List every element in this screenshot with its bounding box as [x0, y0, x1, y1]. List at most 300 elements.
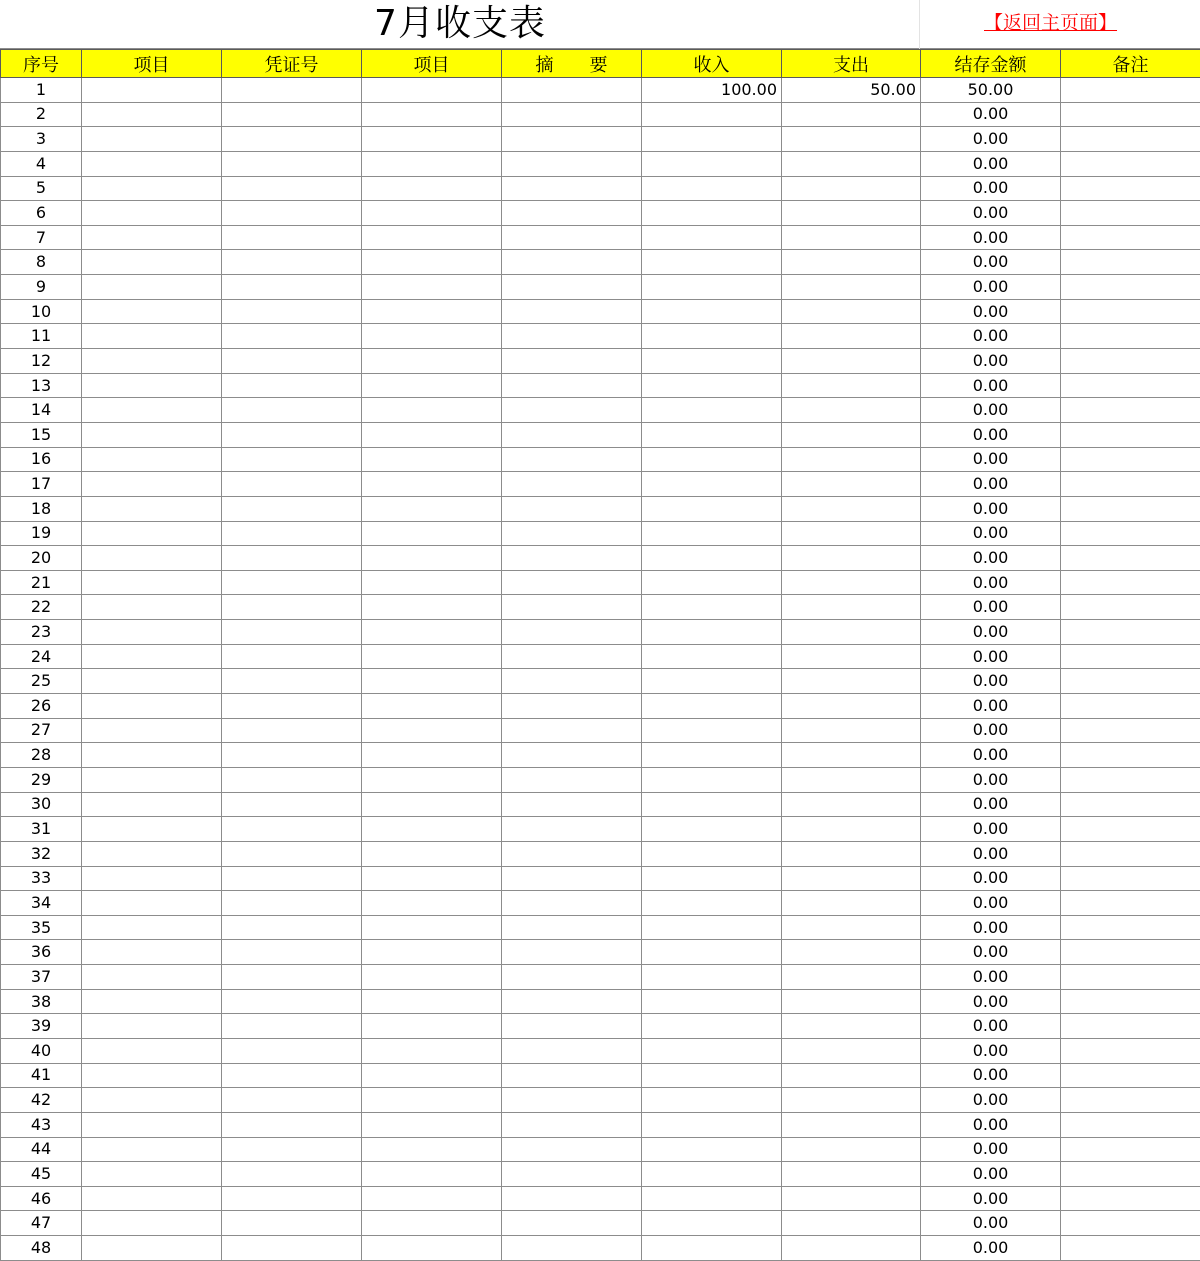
cell-remark[interactable]: [1061, 1211, 1200, 1236]
cell-balance[interactable]: 0.00: [921, 718, 1061, 743]
cell-item-1[interactable]: [82, 422, 222, 447]
cell-summary[interactable]: [502, 176, 642, 201]
cell-summary[interactable]: [502, 546, 642, 571]
cell-balance[interactable]: 0.00: [921, 225, 1061, 250]
cell-item-1[interactable]: [82, 299, 222, 324]
cell-balance[interactable]: 0.00: [921, 472, 1061, 497]
cell-item-2[interactable]: [362, 1014, 502, 1039]
cell-item-2[interactable]: [362, 422, 502, 447]
cell-item-1[interactable]: [82, 1112, 222, 1137]
cell-seq[interactable]: 3: [1, 127, 82, 152]
cell-income[interactable]: [642, 201, 782, 226]
cell-seq[interactable]: 6: [1, 201, 82, 226]
cell-item-1[interactable]: [82, 151, 222, 176]
cell-remark[interactable]: [1061, 225, 1200, 250]
cell-seq[interactable]: 47: [1, 1211, 82, 1236]
cell-income[interactable]: [642, 669, 782, 694]
cell-item-1[interactable]: [82, 767, 222, 792]
cell-item-1[interactable]: [82, 201, 222, 226]
cell-item-2[interactable]: [362, 201, 502, 226]
cell-expense[interactable]: [782, 373, 921, 398]
cell-income[interactable]: [642, 349, 782, 374]
cell-remark[interactable]: [1061, 102, 1200, 127]
cell-voucher[interactable]: [222, 422, 362, 447]
cell-income[interactable]: [642, 1038, 782, 1063]
header-seq[interactable]: 序号: [1, 50, 82, 78]
cell-balance[interactable]: 0.00: [921, 891, 1061, 916]
cell-voucher[interactable]: [222, 817, 362, 842]
cell-remark[interactable]: [1061, 866, 1200, 891]
cell-summary[interactable]: [502, 965, 642, 990]
cell-voucher[interactable]: [222, 767, 362, 792]
cell-income[interactable]: [642, 1162, 782, 1187]
cell-income[interactable]: [642, 1186, 782, 1211]
cell-voucher[interactable]: [222, 1236, 362, 1261]
header-remark[interactable]: 备注: [1061, 50, 1200, 78]
cell-voucher[interactable]: [222, 521, 362, 546]
cell-item-2[interactable]: [362, 275, 502, 300]
cell-income[interactable]: [642, 324, 782, 349]
header-income[interactable]: 收入: [642, 50, 782, 78]
cell-item-2[interactable]: [362, 1236, 502, 1261]
cell-balance[interactable]: 0.00: [921, 1088, 1061, 1113]
cell-seq[interactable]: 32: [1, 841, 82, 866]
cell-seq[interactable]: 23: [1, 620, 82, 645]
cell-summary[interactable]: [502, 1063, 642, 1088]
cell-balance[interactable]: 0.00: [921, 669, 1061, 694]
cell-remark[interactable]: [1061, 250, 1200, 275]
cell-seq[interactable]: 4: [1, 151, 82, 176]
cell-remark[interactable]: [1061, 1236, 1200, 1261]
cell-income[interactable]: [642, 1236, 782, 1261]
cell-expense[interactable]: [782, 1162, 921, 1187]
cell-income[interactable]: [642, 718, 782, 743]
cell-item-2[interactable]: [362, 1063, 502, 1088]
cell-seq[interactable]: 22: [1, 595, 82, 620]
cell-expense[interactable]: [782, 1088, 921, 1113]
cell-voucher[interactable]: [222, 398, 362, 423]
cell-summary[interactable]: [502, 841, 642, 866]
cell-remark[interactable]: [1061, 78, 1200, 103]
cell-income[interactable]: [642, 792, 782, 817]
cell-item-1[interactable]: [82, 841, 222, 866]
cell-item-1[interactable]: [82, 1063, 222, 1088]
cell-remark[interactable]: [1061, 595, 1200, 620]
cell-balance[interactable]: 0.00: [921, 1137, 1061, 1162]
cell-summary[interactable]: [502, 891, 642, 916]
cell-balance[interactable]: 0.00: [921, 1186, 1061, 1211]
cell-balance[interactable]: 0.00: [921, 1014, 1061, 1039]
cell-item-1[interactable]: [82, 866, 222, 891]
cell-voucher[interactable]: [222, 1112, 362, 1137]
cell-voucher[interactable]: [222, 1063, 362, 1088]
cell-balance[interactable]: 0.00: [921, 866, 1061, 891]
cell-item-1[interactable]: [82, 546, 222, 571]
cell-item-1[interactable]: [82, 792, 222, 817]
cell-balance[interactable]: 0.00: [921, 151, 1061, 176]
cell-voucher[interactable]: [222, 324, 362, 349]
cell-income[interactable]: [642, 743, 782, 768]
cell-summary[interactable]: [502, 78, 642, 103]
cell-income[interactable]: [642, 299, 782, 324]
cell-remark[interactable]: [1061, 472, 1200, 497]
cell-remark[interactable]: [1061, 398, 1200, 423]
cell-seq[interactable]: 10: [1, 299, 82, 324]
cell-item-1[interactable]: [82, 965, 222, 990]
cell-item-2[interactable]: [362, 1186, 502, 1211]
cell-seq[interactable]: 44: [1, 1137, 82, 1162]
cell-income[interactable]: [642, 496, 782, 521]
cell-voucher[interactable]: [222, 176, 362, 201]
cell-remark[interactable]: [1061, 1162, 1200, 1187]
cell-item-2[interactable]: [362, 127, 502, 152]
cell-voucher[interactable]: [222, 1137, 362, 1162]
cell-income[interactable]: [642, 915, 782, 940]
cell-summary[interactable]: [502, 1186, 642, 1211]
cell-voucher[interactable]: [222, 546, 362, 571]
cell-item-2[interactable]: [362, 546, 502, 571]
cell-voucher[interactable]: [222, 373, 362, 398]
cell-summary[interactable]: [502, 151, 642, 176]
cell-item-2[interactable]: [362, 669, 502, 694]
cell-summary[interactable]: [502, 570, 642, 595]
cell-voucher[interactable]: [222, 965, 362, 990]
cell-expense[interactable]: [782, 324, 921, 349]
cell-summary[interactable]: [502, 275, 642, 300]
cell-expense[interactable]: [782, 1063, 921, 1088]
cell-balance[interactable]: 0.00: [921, 275, 1061, 300]
cell-item-2[interactable]: [362, 398, 502, 423]
cell-remark[interactable]: [1061, 743, 1200, 768]
cell-item-2[interactable]: [362, 866, 502, 891]
cell-item-2[interactable]: [362, 373, 502, 398]
cell-voucher[interactable]: [222, 1088, 362, 1113]
cell-seq[interactable]: 12: [1, 349, 82, 374]
cell-expense[interactable]: [782, 989, 921, 1014]
cell-seq[interactable]: 18: [1, 496, 82, 521]
cell-expense[interactable]: 50.00: [782, 78, 921, 103]
cell-income[interactable]: [642, 965, 782, 990]
cell-remark[interactable]: [1061, 127, 1200, 152]
cell-seq[interactable]: 37: [1, 965, 82, 990]
cell-balance[interactable]: 0.00: [921, 102, 1061, 127]
cell-item-1[interactable]: [82, 496, 222, 521]
cell-balance[interactable]: 0.00: [921, 299, 1061, 324]
cell-summary[interactable]: [502, 1162, 642, 1187]
cell-item-2[interactable]: [362, 915, 502, 940]
cell-item-2[interactable]: [362, 891, 502, 916]
cell-item-1[interactable]: [82, 1211, 222, 1236]
cell-seq[interactable]: 24: [1, 644, 82, 669]
cell-voucher[interactable]: [222, 299, 362, 324]
cell-seq[interactable]: 36: [1, 940, 82, 965]
cell-income[interactable]: 100.00: [642, 78, 782, 103]
cell-item-2[interactable]: [362, 644, 502, 669]
cell-balance[interactable]: 0.00: [921, 1236, 1061, 1261]
cell-income[interactable]: [642, 422, 782, 447]
cell-summary[interactable]: [502, 866, 642, 891]
cell-voucher[interactable]: [222, 1186, 362, 1211]
cell-seq[interactable]: 25: [1, 669, 82, 694]
cell-income[interactable]: [642, 644, 782, 669]
cell-seq[interactable]: 8: [1, 250, 82, 275]
cell-item-2[interactable]: [362, 447, 502, 472]
cell-voucher[interactable]: [222, 472, 362, 497]
cell-summary[interactable]: [502, 1137, 642, 1162]
cell-income[interactable]: [642, 1088, 782, 1113]
cell-remark[interactable]: [1061, 718, 1200, 743]
cell-item-1[interactable]: [82, 940, 222, 965]
cell-seq[interactable]: 26: [1, 694, 82, 719]
cell-income[interactable]: [642, 1112, 782, 1137]
cell-item-2[interactable]: [362, 324, 502, 349]
cell-balance[interactable]: 0.00: [921, 915, 1061, 940]
cell-seq[interactable]: 31: [1, 817, 82, 842]
cell-expense[interactable]: [782, 841, 921, 866]
cell-balance[interactable]: 0.00: [921, 398, 1061, 423]
cell-item-1[interactable]: [82, 447, 222, 472]
cell-voucher[interactable]: [222, 250, 362, 275]
cell-income[interactable]: [642, 817, 782, 842]
cell-expense[interactable]: [782, 1137, 921, 1162]
cell-balance[interactable]: 0.00: [921, 496, 1061, 521]
cell-expense[interactable]: [782, 1014, 921, 1039]
cell-remark[interactable]: [1061, 915, 1200, 940]
cell-balance[interactable]: 0.00: [921, 1162, 1061, 1187]
cell-item-1[interactable]: [82, 595, 222, 620]
cell-summary[interactable]: [502, 915, 642, 940]
cell-remark[interactable]: [1061, 1088, 1200, 1113]
cell-summary[interactable]: [502, 1088, 642, 1113]
cell-expense[interactable]: [782, 496, 921, 521]
cell-seq[interactable]: 7: [1, 225, 82, 250]
cell-remark[interactable]: [1061, 349, 1200, 374]
cell-voucher[interactable]: [222, 866, 362, 891]
cell-expense[interactable]: [782, 447, 921, 472]
cell-voucher[interactable]: [222, 718, 362, 743]
cell-remark[interactable]: [1061, 644, 1200, 669]
cell-item-2[interactable]: [362, 595, 502, 620]
cell-summary[interactable]: [502, 767, 642, 792]
cell-seq[interactable]: 46: [1, 1186, 82, 1211]
cell-item-1[interactable]: [82, 1162, 222, 1187]
cell-balance[interactable]: 0.00: [921, 965, 1061, 990]
cell-remark[interactable]: [1061, 1137, 1200, 1162]
cell-income[interactable]: [642, 767, 782, 792]
cell-income[interactable]: [642, 102, 782, 127]
cell-summary[interactable]: [502, 743, 642, 768]
cell-seq[interactable]: 20: [1, 546, 82, 571]
cell-item-2[interactable]: [362, 620, 502, 645]
cell-remark[interactable]: [1061, 570, 1200, 595]
cell-expense[interactable]: [782, 644, 921, 669]
cell-expense[interactable]: [782, 1236, 921, 1261]
cell-item-1[interactable]: [82, 225, 222, 250]
cell-income[interactable]: [642, 275, 782, 300]
cell-income[interactable]: [642, 127, 782, 152]
cell-remark[interactable]: [1061, 151, 1200, 176]
cell-remark[interactable]: [1061, 891, 1200, 916]
cell-summary[interactable]: [502, 225, 642, 250]
cell-income[interactable]: [642, 595, 782, 620]
cell-expense[interactable]: [782, 891, 921, 916]
cell-seq[interactable]: 15: [1, 422, 82, 447]
cell-item-1[interactable]: [82, 398, 222, 423]
cell-remark[interactable]: [1061, 201, 1200, 226]
cell-item-1[interactable]: [82, 1137, 222, 1162]
cell-voucher[interactable]: [222, 151, 362, 176]
cell-item-2[interactable]: [362, 767, 502, 792]
cell-expense[interactable]: [782, 127, 921, 152]
cell-summary[interactable]: [502, 669, 642, 694]
cell-seq[interactable]: 39: [1, 1014, 82, 1039]
cell-seq[interactable]: 14: [1, 398, 82, 423]
cell-income[interactable]: [642, 546, 782, 571]
cell-remark[interactable]: [1061, 299, 1200, 324]
cell-remark[interactable]: [1061, 694, 1200, 719]
cell-voucher[interactable]: [222, 989, 362, 1014]
cell-seq[interactable]: 45: [1, 1162, 82, 1187]
cell-expense[interactable]: [782, 694, 921, 719]
cell-summary[interactable]: [502, 398, 642, 423]
cell-balance[interactable]: 0.00: [921, 349, 1061, 374]
cell-expense[interactable]: [782, 250, 921, 275]
cell-voucher[interactable]: [222, 275, 362, 300]
cell-expense[interactable]: [782, 398, 921, 423]
cell-voucher[interactable]: [222, 669, 362, 694]
cell-item-2[interactable]: [362, 496, 502, 521]
cell-seq[interactable]: 21: [1, 570, 82, 595]
cell-summary[interactable]: [502, 1038, 642, 1063]
cell-income[interactable]: [642, 940, 782, 965]
cell-item-1[interactable]: [82, 570, 222, 595]
cell-item-1[interactable]: [82, 176, 222, 201]
cell-voucher[interactable]: [222, 595, 362, 620]
cell-item-2[interactable]: [362, 521, 502, 546]
cell-summary[interactable]: [502, 718, 642, 743]
cell-expense[interactable]: [782, 965, 921, 990]
cell-income[interactable]: [642, 694, 782, 719]
cell-item-2[interactable]: [362, 1088, 502, 1113]
cell-balance[interactable]: 0.00: [921, 201, 1061, 226]
cell-balance[interactable]: 0.00: [921, 1211, 1061, 1236]
cell-summary[interactable]: [502, 299, 642, 324]
cell-summary[interactable]: [502, 349, 642, 374]
cell-income[interactable]: [642, 570, 782, 595]
cell-remark[interactable]: [1061, 1014, 1200, 1039]
cell-remark[interactable]: [1061, 447, 1200, 472]
cell-income[interactable]: [642, 373, 782, 398]
cell-income[interactable]: [642, 891, 782, 916]
cell-seq[interactable]: 43: [1, 1112, 82, 1137]
cell-summary[interactable]: [502, 1211, 642, 1236]
cell-item-2[interactable]: [362, 349, 502, 374]
header-item-1[interactable]: 项目: [82, 50, 222, 78]
cell-income[interactable]: [642, 472, 782, 497]
cell-item-1[interactable]: [82, 1014, 222, 1039]
cell-balance[interactable]: 0.00: [921, 1063, 1061, 1088]
cell-expense[interactable]: [782, 299, 921, 324]
cell-summary[interactable]: [502, 373, 642, 398]
cell-seq[interactable]: 16: [1, 447, 82, 472]
cell-balance[interactable]: 0.00: [921, 767, 1061, 792]
cell-item-2[interactable]: [362, 570, 502, 595]
cell-item-2[interactable]: [362, 1038, 502, 1063]
cell-voucher[interactable]: [222, 127, 362, 152]
cell-remark[interactable]: [1061, 1038, 1200, 1063]
cell-remark[interactable]: [1061, 792, 1200, 817]
cell-item-2[interactable]: [362, 102, 502, 127]
cell-summary[interactable]: [502, 940, 642, 965]
cell-item-2[interactable]: [362, 1137, 502, 1162]
cell-remark[interactable]: [1061, 176, 1200, 201]
cell-summary[interactable]: [502, 1236, 642, 1261]
cell-item-1[interactable]: [82, 521, 222, 546]
cell-voucher[interactable]: [222, 1162, 362, 1187]
cell-summary[interactable]: [502, 127, 642, 152]
cell-remark[interactable]: [1061, 841, 1200, 866]
cell-item-2[interactable]: [362, 841, 502, 866]
cell-income[interactable]: [642, 447, 782, 472]
cell-balance[interactable]: 0.00: [921, 447, 1061, 472]
cell-expense[interactable]: [782, 102, 921, 127]
cell-summary[interactable]: [502, 422, 642, 447]
cell-voucher[interactable]: [222, 570, 362, 595]
cell-remark[interactable]: [1061, 422, 1200, 447]
cell-seq[interactable]: 33: [1, 866, 82, 891]
cell-item-1[interactable]: [82, 472, 222, 497]
cell-voucher[interactable]: [222, 1014, 362, 1039]
cell-income[interactable]: [642, 151, 782, 176]
cell-remark[interactable]: [1061, 496, 1200, 521]
cell-item-1[interactable]: [82, 1088, 222, 1113]
cell-seq[interactable]: 13: [1, 373, 82, 398]
cell-item-1[interactable]: [82, 989, 222, 1014]
cell-seq[interactable]: 29: [1, 767, 82, 792]
cell-voucher[interactable]: [222, 102, 362, 127]
cell-summary[interactable]: [502, 201, 642, 226]
cell-item-1[interactable]: [82, 127, 222, 152]
cell-expense[interactable]: [782, 817, 921, 842]
cell-expense[interactable]: [782, 1112, 921, 1137]
cell-item-2[interactable]: [362, 940, 502, 965]
cell-voucher[interactable]: [222, 841, 362, 866]
cell-voucher[interactable]: [222, 792, 362, 817]
cell-item-2[interactable]: [362, 299, 502, 324]
cell-item-1[interactable]: [82, 1186, 222, 1211]
cell-summary[interactable]: [502, 620, 642, 645]
cell-seq[interactable]: 38: [1, 989, 82, 1014]
cell-seq[interactable]: 42: [1, 1088, 82, 1113]
cell-summary[interactable]: [502, 521, 642, 546]
cell-remark[interactable]: [1061, 767, 1200, 792]
return-to-main-link[interactable]: 【返回主页面】: [984, 10, 1117, 36]
cell-balance[interactable]: 0.00: [921, 743, 1061, 768]
cell-seq[interactable]: 27: [1, 718, 82, 743]
cell-summary[interactable]: [502, 817, 642, 842]
cell-voucher[interactable]: [222, 644, 362, 669]
cell-item-1[interactable]: [82, 275, 222, 300]
cell-expense[interactable]: [782, 718, 921, 743]
cell-voucher[interactable]: [222, 201, 362, 226]
cell-expense[interactable]: [782, 546, 921, 571]
cell-balance[interactable]: 0.00: [921, 250, 1061, 275]
cell-item-2[interactable]: [362, 817, 502, 842]
cell-balance[interactable]: 0.00: [921, 644, 1061, 669]
cell-income[interactable]: [642, 1137, 782, 1162]
cell-seq[interactable]: 2: [1, 102, 82, 127]
cell-summary[interactable]: [502, 595, 642, 620]
